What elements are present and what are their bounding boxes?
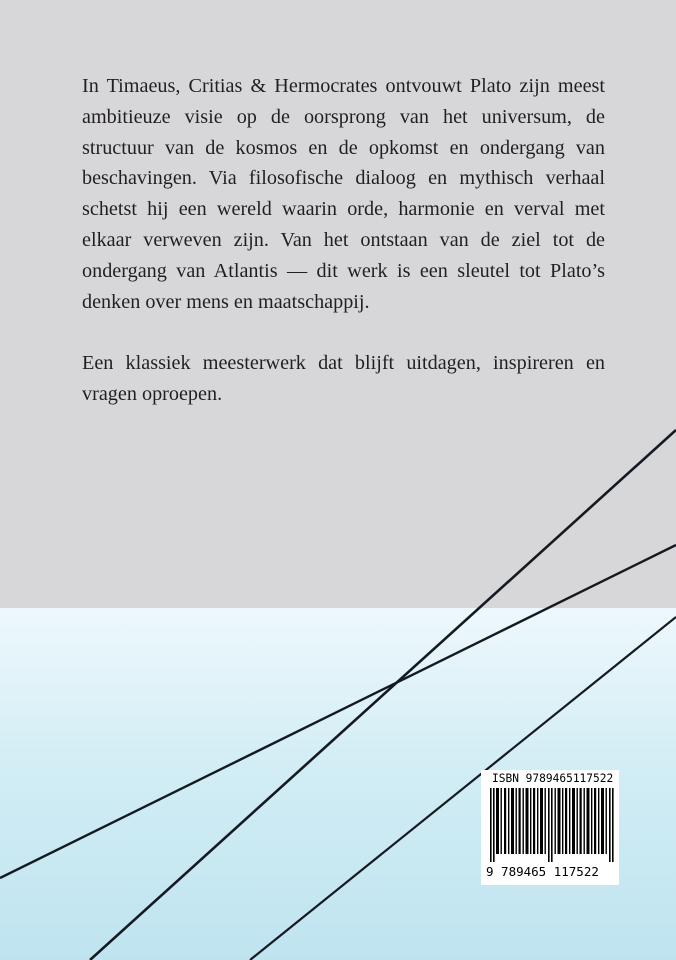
isbn-label: ISBN 9789465117522	[492, 772, 614, 785]
blurb-text	[82, 71, 605, 410]
barcode-digits: 9 789465 117522	[486, 864, 599, 879]
barcode-icon	[490, 788, 616, 862]
blurb-paragraph-2: Een klassiek meesterwerk dat blijft uitdagen, inspireren en vragen oproepen.	[82, 352, 605, 405]
blurb-paragraph-1: In Timaeus, Critias & Hermocrates ontvouwt Plato zijn meest ambitieuze visie op de oorsprong van het universum, de structuur van de kosmos en de opkomst en ondergang van beschavingen. Via filosofische dialoog en mythisch verhaal schetst hij een wereld waarin orde, harmonie en verval met elkaar verweven zijn. Van het ontstaan van de ziel tot de ondergang van Atlantis — dit werk is een sleutel tot Plato’s denken over mens en maatschappij.	[82, 75, 605, 313]
